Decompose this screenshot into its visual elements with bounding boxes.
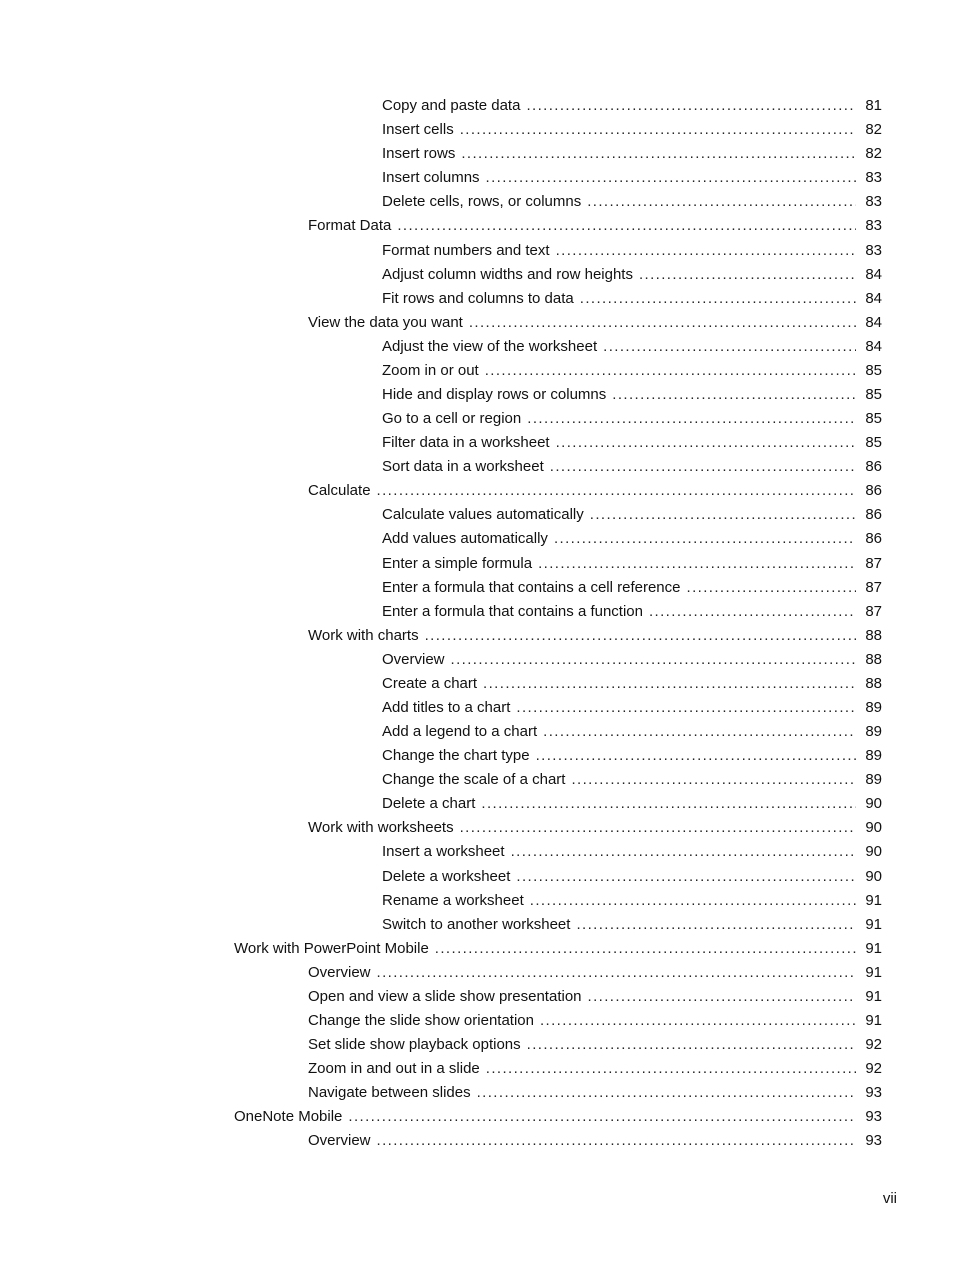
toc-entry-title: Calculate values automatically [382, 506, 584, 524]
toc-entry-page: 86 [865, 482, 882, 500]
page-number: vii [882, 1190, 897, 1207]
toc-entry-page: 92 [865, 1060, 882, 1078]
toc-entry-title: Change the scale of a chart [382, 771, 566, 789]
toc-entry-page: 86 [865, 530, 882, 548]
toc-entry-title: Set slide show playback options [308, 1036, 521, 1054]
toc-entry[interactable] [0, 263, 954, 287]
toc-entry[interactable] [0, 94, 954, 118]
toc-entry-title: Delete a chart [382, 795, 476, 813]
toc-entry-page: 91 [865, 891, 882, 909]
toc-entry-title: Go to a cell or region [382, 410, 522, 428]
toc-entry[interactable] [0, 479, 954, 503]
toc-entry-title: Filter data in a worksheet [382, 434, 550, 452]
toc-dot-leader [527, 409, 856, 429]
toc-entry-page: 93 [865, 1108, 882, 1126]
toc-dot-leader [580, 289, 856, 309]
toc-entry-page: 89 [865, 723, 882, 741]
toc-entry-page: 90 [865, 795, 882, 813]
toc-dot-leader [540, 1011, 856, 1031]
toc-entry-page: 91 [865, 963, 882, 981]
toc-entry[interactable] [0, 551, 954, 575]
toc-dot-leader [469, 313, 856, 333]
toc-entry-title: Zoom in or out [382, 361, 479, 379]
toc-entry-title: Insert a worksheet [382, 843, 505, 861]
toc-entry-title: Insert cells [382, 121, 454, 139]
toc-entry[interactable] [0, 720, 954, 744]
toc-entry-title: Add a legend to a chart [382, 723, 538, 741]
toc-entry[interactable] [0, 503, 954, 527]
toc-entry[interactable] [0, 840, 954, 864]
toc-dot-leader [477, 1083, 856, 1103]
toc-entry-page: 88 [865, 650, 882, 668]
toc-dot-leader [425, 626, 856, 646]
toc-entry[interactable] [0, 768, 954, 792]
toc-entry-page: 93 [865, 1132, 882, 1150]
toc-entry-page: 83 [865, 193, 882, 211]
toc-entry-title: Work with worksheets [308, 819, 454, 837]
toc-entry-page: 90 [865, 867, 882, 885]
toc-entry[interactable] [0, 672, 954, 696]
toc-entry-page: 91 [865, 915, 882, 933]
toc-dot-leader [576, 915, 856, 935]
toc-entry-page: 86 [865, 458, 882, 476]
toc-entry-page: 92 [865, 1036, 882, 1054]
toc-dot-leader [511, 842, 856, 862]
toc-entry[interactable] [0, 1129, 954, 1153]
toc-entry-title: Sort data in a worksheet [382, 458, 544, 476]
toc-entry[interactable] [0, 961, 954, 985]
toc-dot-leader [483, 674, 856, 694]
toc-entry[interactable] [0, 744, 954, 768]
toc-entry-title: Overview [382, 650, 445, 668]
toc-entry[interactable] [0, 624, 954, 648]
toc-entry-page: 81 [865, 97, 882, 115]
toc-entry-title: Hide and display rows or columns [382, 385, 607, 403]
toc-dot-leader [516, 698, 856, 718]
toc-dot-leader [451, 650, 856, 670]
toc-dot-leader [377, 481, 856, 501]
toc-dot-leader [556, 433, 856, 453]
toc-dot-leader [590, 505, 856, 525]
toc-entry-title: Zoom in and out in a slide [308, 1060, 480, 1078]
toc-entry-page: 82 [865, 145, 882, 163]
toc-entry-title: Enter a simple formula [382, 554, 533, 572]
toc-entry[interactable] [0, 383, 954, 407]
toc-entry-title: Work with charts [308, 626, 419, 644]
toc-entry[interactable] [0, 1057, 954, 1081]
toc-entry-title: Format Data [308, 217, 392, 235]
toc-entry-title: Switch to another worksheet [382, 915, 571, 933]
toc-dot-leader [348, 1107, 856, 1127]
toc-entry[interactable] [0, 696, 954, 720]
toc-entry[interactable] [0, 1033, 954, 1057]
toc-entry-page: 86 [865, 506, 882, 524]
toc-entry[interactable] [0, 889, 954, 913]
toc-entry-page: 90 [865, 843, 882, 861]
toc-entry[interactable] [0, 335, 954, 359]
toc-dot-leader [481, 794, 856, 814]
toc-dot-leader [377, 1131, 856, 1151]
toc-entry-page: 85 [865, 361, 882, 379]
toc-entry[interactable] [0, 214, 954, 238]
toc-dot-leader [687, 578, 857, 598]
toc-dot-leader [571, 770, 856, 790]
toc-entry-title: Copy and paste data [382, 97, 521, 115]
toc-entry-title: View the data you want [308, 313, 463, 331]
toc-dot-leader [526, 96, 856, 116]
toc-entry-title: Overview [308, 1132, 371, 1150]
toc-entry-page: 88 [865, 674, 882, 692]
toc-entry[interactable] [0, 985, 954, 1009]
toc-entry[interactable] [0, 600, 954, 624]
toc-entry-title: Adjust the view of the worksheet [382, 337, 598, 355]
toc-entry-page: 84 [865, 289, 882, 307]
toc-dot-leader [556, 241, 856, 261]
toc-entry-title: Insert rows [382, 145, 456, 163]
toc-entry[interactable] [0, 1105, 954, 1129]
toc-entry-page: 85 [865, 385, 882, 403]
toc-entry-page: 85 [865, 434, 882, 452]
toc-entry-page: 91 [865, 939, 882, 957]
toc-entry-page: 91 [865, 987, 882, 1005]
toc-entry-page: 89 [865, 747, 882, 765]
toc-entry-page: 85 [865, 410, 882, 428]
toc-entry-title: Enter a formula that contains a cell reference [382, 578, 681, 596]
toc-entry[interactable] [0, 913, 954, 937]
toc-entry-page: 90 [865, 819, 882, 837]
toc-entry-page: 82 [865, 121, 882, 139]
toc-entry[interactable] [0, 431, 954, 455]
toc-entry-title: Format numbers and text [382, 241, 550, 259]
toc-entry-title: Open and view a slide show presentation [308, 987, 582, 1005]
toc-entry-page: 91 [865, 1012, 882, 1029]
toc-entry-page: 87 [865, 602, 882, 620]
toc-dot-leader [603, 337, 856, 357]
toc-entry-title: Navigate between slides [308, 1084, 471, 1102]
toc-entry-page: 84 [865, 313, 882, 331]
toc-entry-title: Overview [308, 963, 371, 981]
table-of-contents [0, 94, 954, 1153]
toc-entry-page: 83 [865, 241, 882, 259]
toc-entry-title: OneNote Mobile [234, 1108, 343, 1126]
toc-entry-page: 84 [865, 337, 882, 355]
toc-entry[interactable] [0, 455, 954, 479]
toc-entry-page: 83 [865, 169, 882, 187]
toc-entry[interactable] [0, 190, 954, 214]
toc-entry-page: 84 [865, 265, 882, 283]
toc-entry-title: Delete a worksheet [382, 867, 511, 885]
toc-entry[interactable] [0, 816, 954, 840]
toc-entry-title: Add titles to a chart [382, 698, 511, 716]
toc-dot-leader [649, 602, 856, 622]
toc-entry-title: Fit rows and columns to data [382, 289, 574, 307]
toc-entry[interactable] [0, 1009, 954, 1033]
toc-dot-leader [538, 554, 856, 574]
toc-entry-title: Rename a worksheet [382, 891, 524, 909]
toc-entry-title: Change the slide show orientation [308, 1012, 534, 1029]
toc-dot-leader [554, 529, 856, 549]
toc-dot-leader [485, 361, 856, 381]
toc-entry-page: 93 [865, 1084, 882, 1102]
toc-dot-leader [516, 867, 856, 887]
toc-entry[interactable] [0, 527, 954, 551]
toc-entry-page: 89 [865, 698, 882, 716]
toc-entry[interactable] [0, 142, 954, 166]
toc-dot-leader [397, 216, 856, 236]
toc-dot-leader [530, 891, 856, 911]
toc-dot-leader [460, 818, 856, 838]
toc-entry[interactable] [0, 1081, 954, 1105]
toc-dot-leader [588, 987, 856, 1007]
toc-dot-leader [460, 120, 856, 140]
toc-dot-leader [550, 457, 856, 477]
toc-entry-title: Calculate [308, 482, 371, 500]
toc-dot-leader [612, 385, 856, 405]
toc-entry[interactable] [0, 792, 954, 816]
toc-entry[interactable] [0, 118, 954, 142]
toc-entry[interactable] [0, 937, 954, 961]
toc-entry-title: Delete cells, rows, or columns [382, 193, 582, 211]
toc-dot-leader [486, 1059, 856, 1079]
toc-entry[interactable] [0, 287, 954, 311]
toc-dot-leader [486, 168, 856, 188]
toc-entry[interactable] [0, 359, 954, 383]
toc-entry[interactable] [0, 648, 954, 672]
toc-entry-title: Add values automatically [382, 530, 548, 548]
toc-entry[interactable] [0, 576, 954, 600]
toc-entry-title: Create a chart [382, 674, 478, 692]
toc-dot-leader [536, 746, 856, 766]
toc-entry[interactable] [0, 865, 954, 889]
toc-entry-title: Change the chart type [382, 747, 530, 765]
toc-entry[interactable] [0, 238, 954, 262]
toc-dot-leader [377, 963, 856, 983]
toc-entry-title: Insert columns [382, 169, 480, 187]
toc-entry-page: 87 [865, 554, 882, 572]
toc-entry-page: 83 [865, 217, 882, 235]
toc-dot-leader [587, 192, 856, 212]
toc-dot-leader [527, 1035, 856, 1055]
toc-dot-leader [461, 144, 856, 164]
toc-entry-title: Enter a formula that contains a function [382, 602, 643, 620]
toc-entry[interactable] [0, 311, 954, 335]
toc-entry[interactable] [0, 407, 954, 431]
toc-dot-leader [639, 265, 856, 285]
toc-entry[interactable] [0, 166, 954, 190]
toc-entry-page: 88 [865, 626, 882, 644]
toc-entry-page: 89 [865, 771, 882, 789]
toc-dot-leader [543, 722, 856, 742]
toc-entry-title: Adjust column widths and row heights [382, 265, 633, 283]
toc-dot-leader [435, 939, 856, 959]
toc-entry-page: 87 [865, 578, 882, 596]
toc-entry-title: Work with PowerPoint Mobile [234, 939, 429, 957]
